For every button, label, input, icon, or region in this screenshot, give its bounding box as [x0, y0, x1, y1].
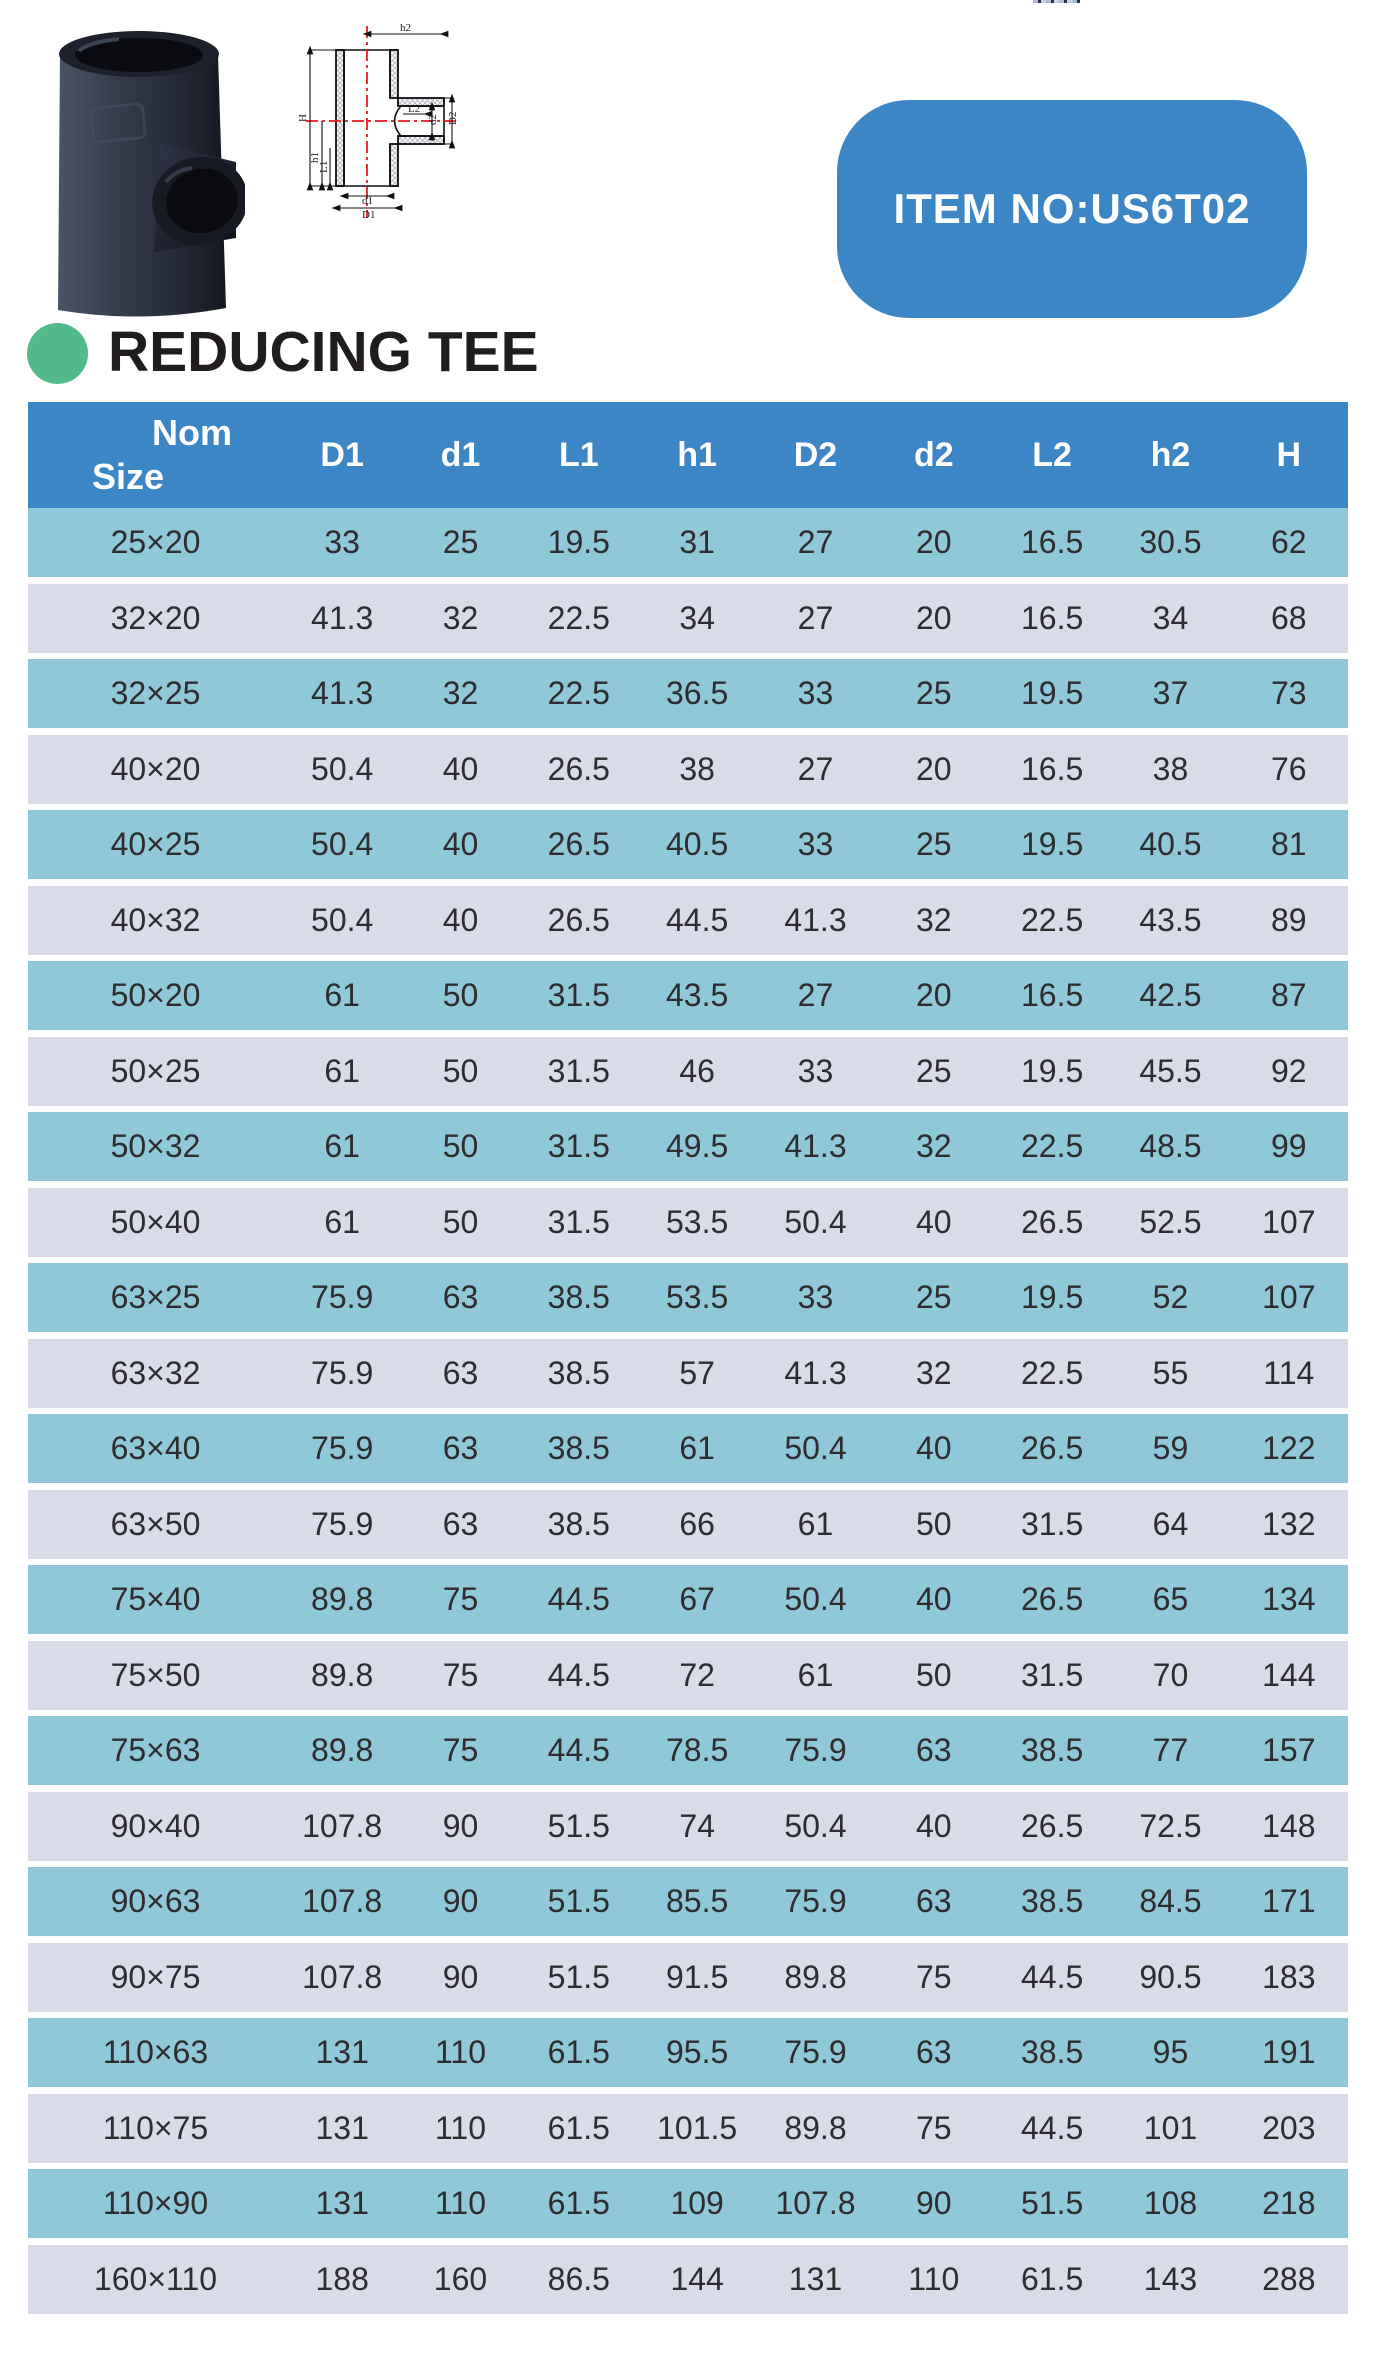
nom-size-cell: 40×32 — [110, 901, 201, 938]
table-cell: 31.5 — [1020, 1505, 1084, 1542]
table-cell: 50.4 — [311, 750, 374, 787]
table-cell: 68 — [1270, 599, 1307, 636]
table-row — [28, 1490, 1348, 1559]
table-cell: 61 — [324, 1203, 360, 1240]
column-header-L1: L1 — [558, 436, 599, 474]
dim-label-L1: L1 — [318, 160, 330, 173]
table-cell: 131 — [315, 2109, 369, 2146]
table-cell: 75.9 — [784, 1732, 847, 1768]
table-cell: 61.5 — [547, 2185, 610, 2221]
dim-label-h2: h2 — [400, 22, 411, 34]
table-cell: 40 — [916, 1203, 952, 1240]
table-cell: 89.8 — [311, 1656, 374, 1693]
table-cell: 218 — [1262, 2185, 1316, 2221]
table-cell: 89.8 — [311, 1581, 374, 1617]
table-cell: 38.5 — [1020, 1883, 1084, 1919]
table-cell: 26.5 — [1020, 1430, 1084, 1466]
column-header-H: H — [1276, 436, 1302, 474]
table-cell: 19.5 — [1020, 1052, 1084, 1089]
table-cell: 37 — [1152, 675, 1189, 711]
column-header-h1: h1 — [677, 436, 717, 474]
table-cell: 134 — [1262, 1581, 1316, 1617]
table-cell: 40 — [916, 1581, 952, 1617]
table-cell: 50 — [442, 1128, 479, 1164]
table-cell: 89.8 — [784, 1958, 847, 1995]
table-row — [28, 1263, 1348, 1332]
table-cell: 75.9 — [311, 1354, 374, 1391]
table-cell: 75.9 — [311, 1430, 374, 1466]
table-row — [28, 735, 1348, 804]
table-cell: 148 — [1262, 1807, 1316, 1844]
table-cell: 19.5 — [1020, 1279, 1084, 1315]
table-cell: 50.4 — [311, 826, 374, 862]
spec-table — [28, 402, 1348, 2314]
table-cell: 157 — [1262, 1732, 1316, 1768]
table-cell: 50 — [442, 977, 479, 1013]
table-body — [28, 508, 1348, 2314]
table-cell: 32 — [916, 1128, 952, 1164]
table-cell: 50.4 — [784, 1807, 847, 1844]
table-cell: 75 — [916, 1958, 952, 1995]
table-cell: 63 — [442, 1279, 479, 1315]
table-cell: 22.5 — [1020, 1128, 1084, 1164]
table-cell: 31.5 — [547, 1128, 610, 1164]
nom-size-cell: 160×110 — [93, 2260, 218, 2297]
nom-size-cell: 75×63 — [110, 1732, 201, 1768]
table-cell: 171 — [1262, 1883, 1316, 1919]
table-cell: 61.5 — [1020, 2260, 1084, 2297]
table-cell: 61 — [324, 1052, 360, 1089]
header-nom: Nom — [152, 412, 232, 453]
table-cell: 63 — [916, 1883, 952, 1919]
table-cell: 70 — [1152, 1656, 1189, 1693]
table-cell: 78.5 — [666, 1732, 729, 1768]
table-row — [28, 2094, 1348, 2163]
table-cell: 38.5 — [547, 1354, 610, 1391]
table-cell: 61 — [324, 977, 360, 1013]
table-cell: 40 — [442, 750, 479, 787]
table-cell: 16.5 — [1020, 524, 1084, 560]
table-row — [28, 1565, 1348, 1634]
table-cell: 131 — [788, 2260, 843, 2297]
table-cell: 85.5 — [666, 1883, 729, 1919]
table-cell: 40 — [916, 1430, 952, 1466]
table-cell: 51.5 — [1020, 2185, 1084, 2221]
table-cell: 75.9 — [311, 1505, 374, 1542]
table-cell: 44.5 — [666, 901, 729, 938]
nom-size-cell: 63×40 — [110, 1430, 201, 1466]
dim-label-D1: D1 — [362, 209, 376, 221]
table-cell: 38.5 — [547, 1505, 610, 1542]
table-cell: 25 — [916, 1052, 952, 1089]
nom-size-cell: 63×25 — [110, 1279, 201, 1315]
table-row — [28, 1716, 1348, 1785]
column-header-nom-size — [28, 402, 283, 508]
table-cell: 31 — [679, 524, 715, 560]
table-cell: 40 — [442, 826, 479, 862]
table-cell: 26.5 — [1020, 1203, 1084, 1240]
table-cell: 62 — [1270, 524, 1307, 560]
nom-size-cell: 90×40 — [110, 1807, 201, 1844]
table-cell: 84.5 — [1139, 1883, 1202, 1919]
table-cell: 75 — [442, 1732, 479, 1768]
table-cell: 32 — [442, 675, 479, 711]
table-cell: 48.5 — [1139, 1128, 1202, 1164]
table-cell: 38.5 — [547, 1430, 610, 1466]
table-cell: 40.5 — [1139, 826, 1202, 862]
table-row — [28, 886, 1348, 955]
table-cell: 75.9 — [784, 1883, 847, 1919]
table-cell: 20 — [916, 524, 952, 560]
table-cell: 107 — [1262, 1279, 1316, 1315]
table-row — [28, 2169, 1348, 2238]
dim-label-L2: L2 — [408, 103, 421, 115]
table-cell: 99 — [1270, 1128, 1307, 1164]
dim-label-D2: D2 — [447, 111, 459, 125]
page-edge-artifact — [1033, 0, 1080, 3]
table-cell: 26.5 — [1020, 1581, 1084, 1617]
table-cell: 75.9 — [311, 1279, 374, 1315]
table-cell: 109 — [670, 2185, 724, 2221]
table-cell: 132 — [1262, 1505, 1316, 1542]
table-cell: 31.5 — [547, 977, 610, 1013]
table-cell: 73 — [1270, 675, 1307, 711]
table-cell: 44.5 — [547, 1732, 610, 1768]
table-cell: 31.5 — [547, 1203, 610, 1240]
nom-size-cell: 50×40 — [110, 1203, 201, 1240]
table-cell: 50.4 — [311, 901, 374, 938]
item-number-badge — [837, 100, 1307, 318]
table-cell: 72.5 — [1139, 1807, 1202, 1844]
table-row — [28, 2245, 1348, 2314]
table-cell: 40 — [916, 1807, 952, 1844]
table-cell: 61 — [679, 1430, 715, 1466]
table-cell: 89 — [1270, 901, 1307, 938]
table-header-row — [28, 402, 1348, 508]
table-cell: 45.5 — [1139, 1052, 1202, 1089]
table-cell: 22.5 — [1020, 1354, 1084, 1391]
table-cell: 38.5 — [1020, 2034, 1084, 2070]
column-header-L2: L2 — [1032, 436, 1072, 474]
table-cell: 44.5 — [547, 1581, 610, 1617]
table-cell: 30.5 — [1139, 524, 1202, 560]
table-row — [28, 659, 1348, 728]
table-cell: 76 — [1270, 750, 1307, 787]
table-cell: 107 — [1262, 1203, 1316, 1240]
table-row — [28, 508, 1348, 577]
table-cell: 50.4 — [784, 1203, 847, 1240]
table-cell: 22.5 — [547, 675, 610, 711]
table-cell: 19.5 — [547, 524, 610, 560]
table-cell: 75 — [442, 1656, 479, 1693]
table-cell: 87 — [1270, 977, 1307, 1013]
table-cell: 33 — [797, 1279, 834, 1315]
table-cell: 25 — [916, 826, 952, 862]
table-cell: 61 — [797, 1656, 834, 1693]
table-row — [28, 961, 1348, 1030]
nom-size-cell: 110×90 — [102, 2185, 209, 2221]
nom-size-cell: 50×20 — [110, 977, 201, 1013]
table-cell: 90 — [442, 1807, 479, 1844]
table-cell: 108 — [1143, 2185, 1198, 2221]
nom-size-cell: 32×25 — [110, 675, 201, 711]
table-cell: 25 — [916, 1279, 952, 1315]
table-cell: 63 — [442, 1505, 479, 1542]
table-cell: 107.8 — [302, 1958, 383, 1995]
table-cell: 19.5 — [1020, 826, 1084, 862]
table-cell: 44.5 — [1020, 1958, 1084, 1995]
table-cell: 26.5 — [547, 901, 610, 938]
column-header-d1: d1 — [440, 436, 481, 474]
table-cell: 16.5 — [1020, 599, 1084, 636]
table-cell: 26.5 — [1020, 1807, 1084, 1844]
table-cell: 53.5 — [666, 1203, 729, 1240]
table-row — [28, 1641, 1348, 1710]
table-cell: 114 — [1263, 1354, 1315, 1391]
table-cell: 41.3 — [784, 1354, 847, 1391]
table-cell: 90.5 — [1139, 1958, 1202, 1995]
table-cell: 32 — [916, 1354, 952, 1391]
table-cell: 288 — [1262, 2260, 1316, 2297]
table-cell: 67 — [679, 1581, 715, 1617]
nom-size-cell: 110×75 — [102, 2109, 209, 2146]
table-cell: 65 — [1152, 1581, 1189, 1617]
table-cell: 41.3 — [311, 675, 374, 711]
table-cell: 74 — [679, 1807, 715, 1844]
table-cell: 33 — [324, 524, 360, 560]
table-row — [28, 1188, 1348, 1257]
nom-size-cell: 110×63 — [102, 2034, 209, 2070]
table-cell: 38.5 — [1020, 1732, 1084, 1768]
table-cell: 107.8 — [302, 1807, 383, 1844]
nom-size-cell: 75×50 — [110, 1656, 201, 1693]
table-cell: 64 — [1152, 1505, 1189, 1542]
table-cell: 144 — [670, 2260, 724, 2297]
header-size: Size — [92, 456, 165, 497]
table-cell: 90 — [442, 1883, 479, 1919]
table-cell: 75 — [916, 2109, 952, 2146]
table-row — [28, 1037, 1348, 1106]
table-cell: 27 — [797, 750, 834, 787]
table-cell: 59 — [1152, 1430, 1189, 1466]
column-header-d2: d2 — [913, 436, 954, 474]
table-cell: 20 — [916, 977, 952, 1013]
table-cell: 32 — [916, 901, 952, 938]
table-cell: 50 — [442, 1203, 479, 1240]
table-cell: 40.5 — [666, 826, 729, 862]
table-cell: 34 — [1152, 599, 1189, 636]
column-header-D2: D2 — [793, 436, 838, 474]
dim-label-H: H — [297, 114, 309, 122]
nom-size-cell: 63×50 — [110, 1505, 201, 1542]
table-cell: 91.5 — [666, 1958, 729, 1995]
table-cell: 43.5 — [666, 977, 729, 1013]
nom-size-cell: 32×20 — [110, 599, 201, 636]
table-cell: 38.5 — [547, 1279, 610, 1315]
dim-label-d2: d2 — [427, 114, 439, 125]
table-cell: 41.3 — [784, 1128, 847, 1164]
nom-size-cell: 90×75 — [110, 1958, 201, 1995]
table-cell: 50.4 — [784, 1430, 847, 1466]
table-cell: 89.8 — [311, 1732, 374, 1768]
table-row — [28, 1867, 1348, 1936]
table-cell: 53.5 — [666, 1279, 729, 1315]
table-cell: 46 — [679, 1052, 715, 1089]
table-cell: 203 — [1262, 2109, 1316, 2146]
table-row — [28, 1414, 1348, 1483]
table-cell: 81 — [1270, 826, 1307, 862]
table-cell: 63 — [916, 1732, 952, 1768]
table-cell: 52.5 — [1139, 1203, 1202, 1240]
nom-size-cell: 50×32 — [110, 1128, 201, 1164]
table-cell: 38 — [1152, 750, 1189, 787]
table-cell: 51.5 — [547, 1883, 610, 1919]
table-cell: 110 — [434, 2034, 486, 2070]
table-cell: 61.5 — [547, 2034, 610, 2070]
table-cell: 34 — [679, 599, 715, 636]
product-photo-reducing-tee — [50, 24, 245, 320]
table-cell: 143 — [1143, 2260, 1198, 2297]
column-header-h2: h2 — [1150, 436, 1191, 474]
table-cell: 90 — [442, 1958, 479, 1995]
table-cell: 51.5 — [547, 1807, 610, 1844]
table-cell: 20 — [916, 750, 952, 787]
table-cell: 188 — [315, 2260, 369, 2297]
table-cell: 16.5 — [1020, 977, 1084, 1013]
table-cell: 75 — [442, 1581, 479, 1617]
nom-size-cell: 75×40 — [110, 1581, 201, 1617]
dim-label-h1: h1 — [309, 152, 321, 163]
table-cell: 55 — [1152, 1354, 1189, 1391]
table-row — [28, 1112, 1348, 1181]
green-bullet-icon — [27, 323, 88, 384]
table-cell: 75.9 — [784, 2034, 847, 2070]
nom-size-cell: 25×20 — [110, 524, 201, 560]
table-cell: 20 — [916, 599, 952, 636]
table-cell: 33 — [797, 1052, 834, 1089]
table-cell: 57 — [679, 1354, 715, 1391]
table-row — [28, 584, 1348, 653]
table-cell: 42.5 — [1139, 977, 1202, 1013]
table-cell: 40 — [442, 901, 479, 938]
table-row — [28, 2018, 1348, 2087]
column-header-D1: D1 — [320, 436, 364, 474]
table-cell: 61 — [324, 1128, 360, 1164]
table-cell: 90 — [916, 2185, 952, 2221]
table-cell: 32 — [442, 599, 479, 636]
item-number-label: ITEM NO:US6T02 — [893, 185, 1251, 232]
table-cell: 50 — [442, 1052, 479, 1089]
table-cell: 92 — [1270, 1052, 1307, 1089]
table-cell: 95 — [1152, 2034, 1189, 2070]
table-cell: 36.5 — [666, 675, 729, 711]
table-cell: 41.3 — [311, 599, 374, 636]
table-cell: 77 — [1152, 1732, 1189, 1768]
table-cell: 33 — [797, 675, 834, 711]
table-cell: 31.5 — [1020, 1656, 1084, 1693]
table-cell: 191 — [1262, 2034, 1316, 2070]
table-cell: 101 — [1143, 2109, 1198, 2146]
table-cell: 110 — [434, 2109, 486, 2146]
table-cell: 110 — [434, 2185, 486, 2221]
table-cell: 160 — [433, 2260, 488, 2297]
nom-size-cell: 90×63 — [110, 1883, 201, 1919]
table-row — [28, 1792, 1348, 1861]
table-cell: 101.5 — [657, 2109, 738, 2146]
table-cell: 52 — [1152, 1279, 1189, 1315]
nom-size-cell: 40×20 — [110, 750, 201, 787]
table-cell: 131 — [315, 2034, 369, 2070]
table-cell: 25 — [442, 524, 479, 560]
table-cell: 61 — [797, 1505, 834, 1542]
table-cell: 122 — [1262, 1430, 1316, 1466]
table-cell: 110 — [908, 2260, 960, 2297]
table-cell: 26.5 — [547, 826, 610, 862]
table-cell: 43.5 — [1139, 901, 1202, 938]
table-cell: 89.8 — [784, 2109, 847, 2146]
table-cell: 61.5 — [547, 2109, 610, 2146]
dim-label-d1: d1 — [362, 195, 373, 207]
table-cell: 51.5 — [547, 1958, 610, 1995]
table-cell: 22.5 — [1020, 901, 1084, 938]
table-cell: 50 — [916, 1656, 952, 1693]
table-cell: 27 — [797, 599, 834, 636]
table-cell: 38 — [679, 750, 715, 787]
table-cell: 95.5 — [666, 2034, 729, 2070]
table-cell: 144 — [1262, 1656, 1316, 1693]
table-cell: 26.5 — [547, 750, 610, 787]
page-title: REDUCING TEE — [108, 320, 539, 384]
table-cell: 107.8 — [302, 1883, 383, 1919]
table-cell: 86.5 — [547, 2260, 610, 2297]
table-cell: 27 — [797, 524, 834, 560]
table-cell: 63 — [442, 1430, 479, 1466]
table-cell: 72 — [679, 1656, 715, 1693]
table-cell: 50 — [916, 1505, 952, 1542]
nom-size-cell: 63×32 — [110, 1354, 201, 1391]
table-cell: 41.3 — [784, 901, 847, 938]
table-cell: 131 — [315, 2185, 369, 2221]
table-cell: 63 — [916, 2034, 952, 2070]
table-cell: 31.5 — [547, 1052, 610, 1089]
table-cell: 33 — [797, 826, 834, 862]
table-cell: 27 — [797, 977, 834, 1013]
nom-size-cell: 40×25 — [110, 826, 201, 862]
table-row — [28, 810, 1348, 879]
table-cell: 66 — [679, 1505, 715, 1542]
table-cell: 183 — [1262, 1958, 1316, 1995]
nom-size-cell: 50×25 — [110, 1052, 201, 1089]
table-cell: 44.5 — [547, 1656, 610, 1693]
table-cell: 44.5 — [1020, 2109, 1084, 2146]
table-cell: 63 — [442, 1354, 479, 1391]
table-cell: 16.5 — [1020, 750, 1084, 787]
table-cell: 50.4 — [784, 1581, 847, 1617]
table-cell: 49.5 — [666, 1128, 729, 1164]
table-cell: 107.8 — [775, 2185, 856, 2221]
table-cell: 19.5 — [1020, 675, 1084, 711]
table-row — [28, 1943, 1348, 2012]
table-cell: 25 — [916, 675, 952, 711]
table-row — [28, 1339, 1348, 1408]
technical-drawing — [270, 18, 465, 223]
table-cell: 22.5 — [547, 599, 610, 636]
